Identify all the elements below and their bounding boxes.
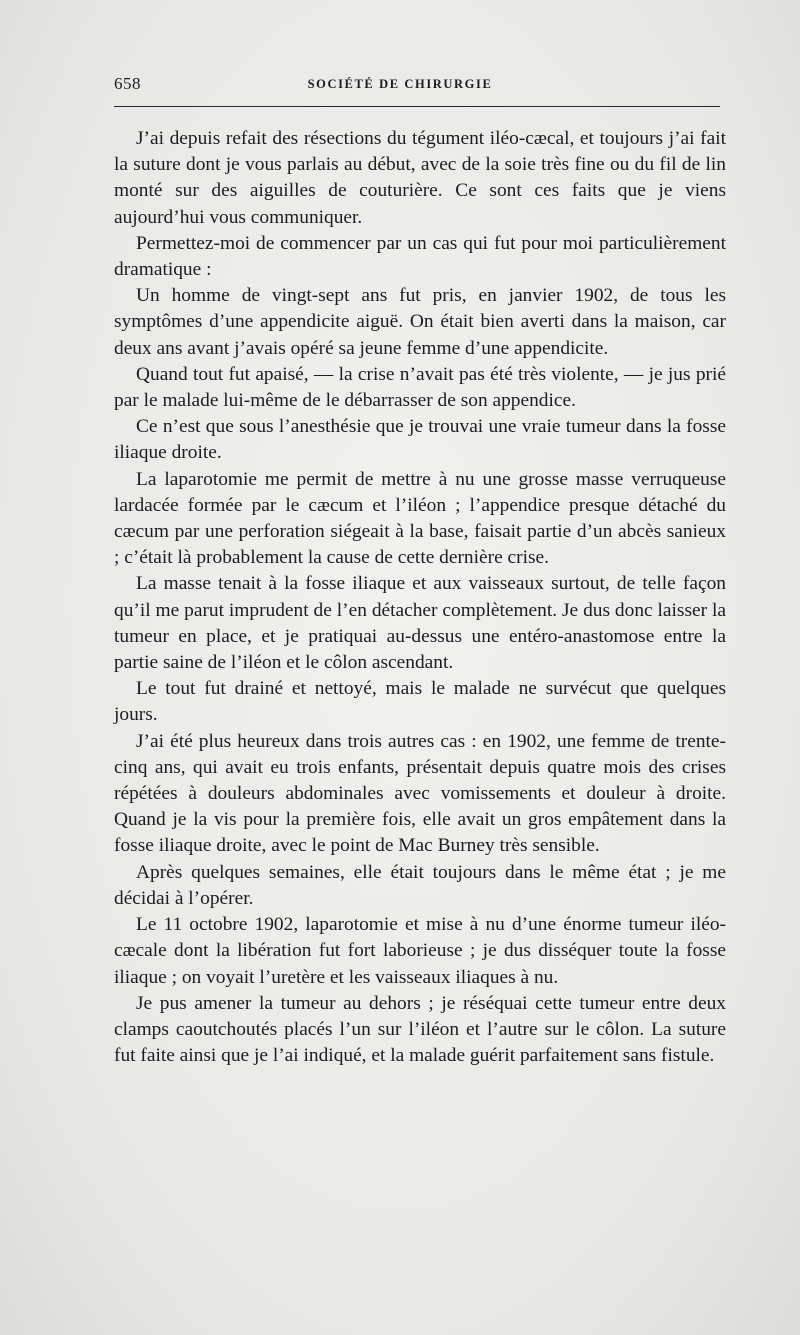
body-text <box>114 126 726 1069</box>
paragraph: Le tout fut drainé et nettoyé, mais le malade ne survécut que quelques jours. <box>114 678 726 726</box>
paragraph: Permettez-moi de commencer par un cas qui fut pour moi particulièrement dramatique : <box>114 232 726 281</box>
paragraph: Le 11 octobre 1902, laparotomie et mise à nu d’une énorme tumeur iléo-cæcale dont la libération fut fort laborieuse ; je dus disséquer toute la fosse iliaque ; on voyait l’uretère et les vaisseaux iliaques à nu. <box>114 914 726 988</box>
paragraph: Après quelques semaines, elle était toujours dans le même état ; je me décidai à l’opérer. <box>114 861 726 909</box>
page-number: 658 <box>114 74 141 93</box>
paragraph: Ce n’est que sous l’anesthésie que je trouvai une vraie tumeur dans la fosse iliaque droite. <box>114 416 726 464</box>
paragraph: La laparotomie me permit de mettre à nu une grosse masse verruqueuse lardacée formée par le cæcum et l’iléon ; l’appendice presque détaché du cæcum par une perforation siégeait à la base, faisait partie d’un abcès sanieux ; c’était là probablement la cause de cette dernière crise. <box>114 468 726 569</box>
paragraph: J’ai depuis refait des résections du tégument iléo-cæcal, et toujours j’ai fait la suture dont je vous parlais au début, avec de la soie très fine ou du fil de lin monté sur des aiguilles de couturière. Ce sont ces faits que je viens aujourd’hui vous communiquer. <box>114 128 726 228</box>
paragraph: Je pus amener la tumeur au dehors ; je réséquai cette tumeur entre deux clamps caoutchoutés placés l’un sur l’iléon et l’autre sur le côlon. La suture fut faite ainsi que je l’ai indiqué, et la malade guérit parfaitement sans fistule. <box>114 992 726 1067</box>
paragraph: La masse tenait à la fosse iliaque et aux vaisseaux surtout, de telle façon qu’il me parut imprudent de l’en détacher complètement. Je dus donc laisser la tumeur en place, et je pratiquai au-dessus une entéro-anastomose entre la partie saine de l’iléon et le côlon ascendant. <box>114 573 726 674</box>
running-title: SOCIÉTÉ DE CHIRURGIE <box>307 77 493 91</box>
paragraph: Quand tout fut apaisé, — la crise n’avait pas été très violente, — je jus prié par le malade lui-même de le débarrasser de son appendice. <box>114 363 726 412</box>
header-rule <box>114 106 720 107</box>
paragraph: Un homme de vingt-sept ans fut pris, en janvier 1902, de tous les symptômes d’une appendicite aiguë. On était bien averti dans la maison, car deux ans avant j’avais opéré sa jeune femme d’une appendicite. <box>114 285 726 359</box>
paragraph: J’ai été plus heureux dans trois autres cas : en 1902, une femme de trente-cinq ans, qui avait eu trois enfants, présentait depuis quatre mois des crises répétées à douleurs abdominales avec vomissements et douleur à droite. Quand je la vis pour la première fois, elle avait un gros empâtement dans la fosse iliaque droite, avec le point de Mac Burney très sensible. <box>114 730 726 857</box>
